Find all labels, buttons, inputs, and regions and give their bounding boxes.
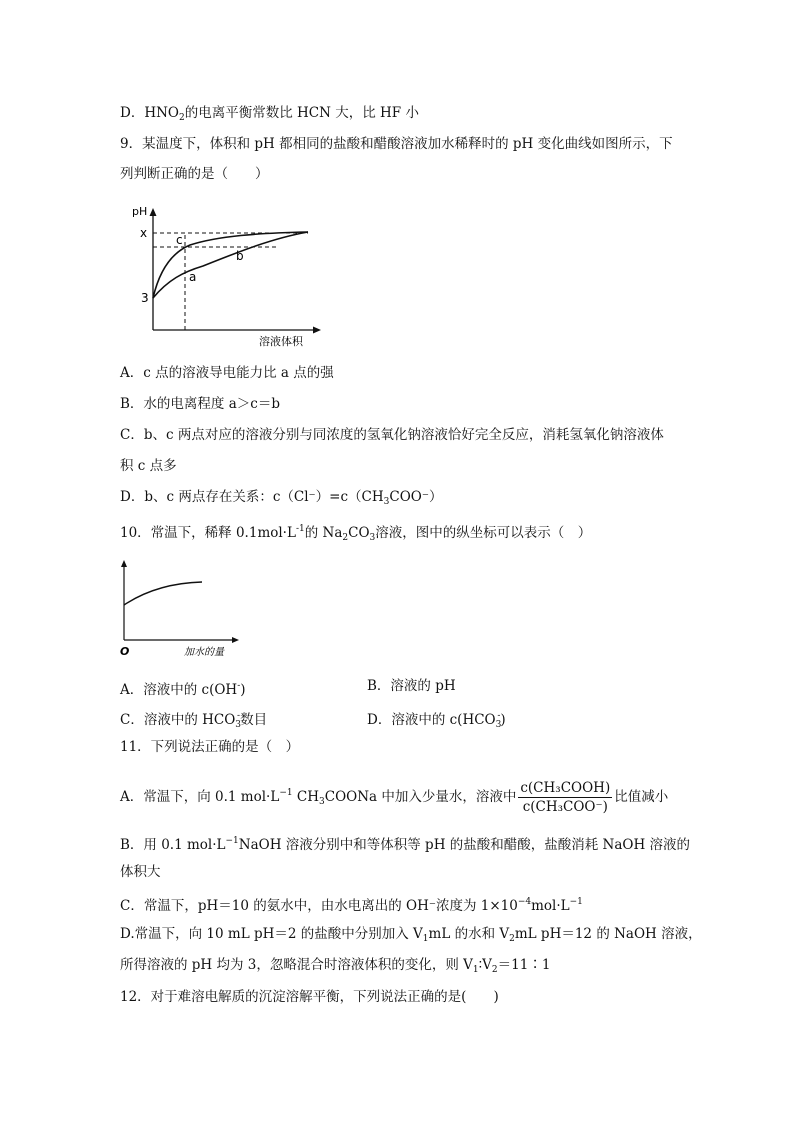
q10-stem-text: 10．常温下，稀释 0.1mol·L (120, 525, 296, 541)
q8-option-d (120, 104, 419, 127)
q9-stem-line1: 9．某温度下，体积和 pH 都相同的盐酸和醋酸溶液加水稀释时的 pH 变化曲线如图所示，下 (120, 136, 673, 152)
superscript: - (497, 711, 501, 721)
q11-option-b-line1 (120, 832, 690, 854)
subscript: 2 (491, 965, 498, 975)
q9-label-x: x (140, 226, 148, 240)
q10-option-c (120, 707, 267, 734)
q11-option-d-text-3: mL pH＝12 的 NaOH 溶液， (514, 926, 702, 942)
q11-option-a (120, 771, 668, 815)
subscript: 2 (342, 533, 349, 543)
q11-option-d-line2 (120, 956, 550, 979)
q10-x-axis-arrow (232, 637, 239, 643)
q9-xlabel: 溶液体积 (259, 335, 303, 348)
q11-option-d-text: D.常温下，向 10 mL pH＝2 的盐酸中分别加入 V (120, 926, 423, 942)
q11-option-d-text-4: 所得溶液的 pH 均为 3，忽略混合时溶液体积的变化，则 V (120, 957, 473, 973)
q11-option-a-text-3: COONa 中加入少量水，溶液中 (324, 789, 517, 805)
q10-option-a-text: A．溶液中的 c(OH (120, 682, 238, 698)
superscript: −1 (569, 897, 583, 907)
q10-dilution-figure (112, 558, 252, 663)
q11-option-b-line2: 体积大 (120, 864, 161, 880)
q9-option-d-text: D．b、c 两点存在关系：c（Cl⁻）=c（CH (120, 489, 384, 505)
q9-label-3: 3 (141, 291, 149, 305)
q10-option-d-text-2: ) (500, 712, 506, 728)
q11-stem: 11．下列说法正确的是（ ） (120, 739, 300, 755)
q9-option-b: B．水的电离程度 a＞c＝b (120, 396, 280, 412)
q10-option-c-text: C．溶液中的 HCO (120, 712, 236, 728)
q11-option-d-text-6: ＝11∶1 (497, 957, 551, 973)
subscript: 3 (383, 497, 390, 507)
subscript: 2 (509, 934, 515, 944)
q11-option-c (120, 893, 583, 915)
q10-option-d-text: D．溶液中的 c(HCO (367, 712, 496, 728)
q10-origin: O (120, 645, 130, 658)
q10-y-axis-arrow (121, 560, 127, 567)
subscript: 2 (178, 113, 185, 123)
q10-stem-text-2: 的 Na (304, 525, 343, 541)
fraction-numerator: c(CH₃COOH) (520, 780, 611, 796)
q9-x-axis-arrow (313, 327, 321, 334)
q11-option-c-text: C．常温下，pH＝10 的氨水中，由水电离出的 OH⁻浓度为 1×10 (120, 898, 518, 914)
q9-ylabel: pH (132, 205, 148, 218)
q9-option-d-text-2: COO⁻） (389, 489, 443, 505)
subscript: 3 (235, 720, 242, 730)
q9-y-axis-arrow (150, 208, 157, 216)
fraction-denominator: c(CH₃COO⁻) (522, 799, 608, 815)
subscript: 3 (319, 797, 325, 807)
q9-option-a: A．c 点的溶液导电能力比 a 点的强 (120, 365, 334, 381)
q10-option-d (367, 707, 506, 734)
q9-option-c-line2: 积 c 点多 (120, 458, 177, 474)
superscript: - (237, 711, 241, 721)
q11-option-b-text: B．用 0.1 mol·L (120, 837, 226, 853)
q10-option-c-text-2: 数目 (240, 712, 268, 728)
concentration-ratio-fraction (518, 779, 612, 816)
q9-option-c-line1: C．b、c 两点对应的溶液分别与同浓度的氢氧化钠溶液恰好完全反应，消耗氢氧化钠溶液体 (120, 427, 664, 443)
q11-option-d-line1 (120, 925, 702, 948)
q11-option-c-text-2: mol·L (531, 898, 570, 914)
q11-option-a-text-2: CH (292, 789, 319, 805)
q9-label-a: a (189, 270, 197, 284)
q10-option-a-text-2: ) (240, 682, 246, 698)
superscript: −1 (225, 836, 239, 846)
subscript: 3 (495, 720, 502, 730)
q10-curve (124, 582, 202, 605)
q11-option-b-text-2: NaOH 溶液分别中和等体积等 pH 的盐酸和醋酸，盐酸消耗 NaOH 溶液的 (238, 837, 691, 853)
q8-option-d-text: D．HNO (120, 105, 179, 121)
q10-stem (120, 520, 591, 547)
subscript: 1 (472, 965, 479, 975)
q10-stem-text-4: 溶液，图中的纵坐标可以表示（ ） (375, 525, 592, 541)
superscript: −1 (279, 788, 293, 798)
superscript: −4 (517, 897, 532, 907)
q9-stem-line2: 列判断正确的是（ ） (120, 166, 269, 182)
q11-option-a-text-4: 比值减小 (614, 789, 669, 805)
q11-option-d-text-5: ∶V (478, 957, 492, 973)
q10-xlabel: 加水的量 (184, 647, 224, 658)
subscript: 1 (422, 934, 429, 944)
q9-option-d (120, 488, 442, 511)
q9-ph-dilution-figure (128, 200, 338, 350)
superscript: -1 (295, 524, 305, 534)
subscript: 3 (369, 533, 376, 543)
q10-option-b: B．溶液的 pH (367, 678, 456, 694)
superscript: - (237, 681, 241, 691)
q11-option-d-text-2: mL 的水和 V (428, 926, 510, 942)
q10-stem-text-3: CO (348, 525, 370, 541)
q9-label-c: c (176, 233, 183, 247)
q11-option-a-text: A．常温下，向 0.1 mol·L (120, 789, 280, 805)
q10-option-a (120, 677, 246, 699)
q9-label-b: b (236, 249, 244, 263)
q12-stem: 12．对于难溶电解质的沉淀溶解平衡，下列说法正确的是( ) (120, 989, 499, 1005)
q8-option-d-text-2: 的电离平衡常数比 HCN 大，比 HF 小 (184, 105, 419, 121)
